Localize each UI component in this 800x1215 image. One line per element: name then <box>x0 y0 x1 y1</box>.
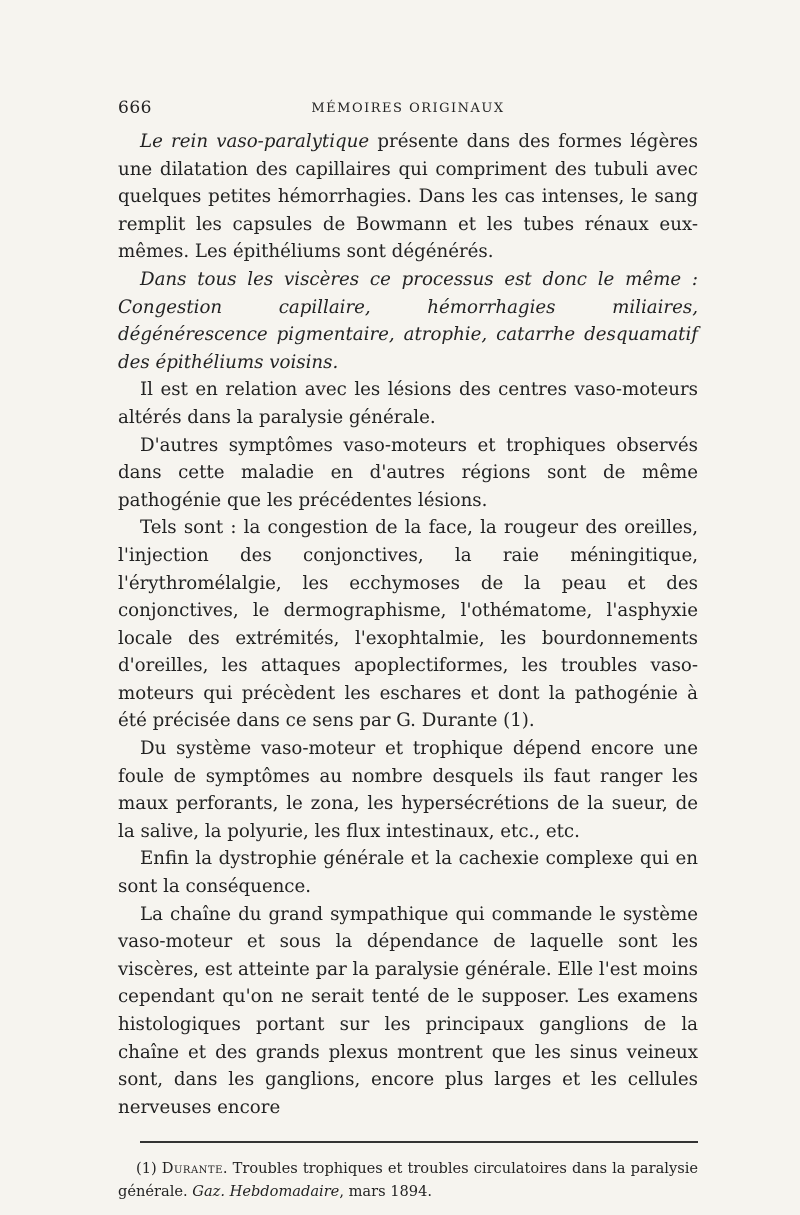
text-segment: . Troubles trophiques et troubles circulatoires dans la paralysie générale. <box>118 1160 699 1201</box>
italic-text: Le rein vaso-paralytique <box>140 131 370 152</box>
paragraph <box>118 901 698 1122</box>
text-segment: Tels sont : la congestion de la face, la rougeur des oreilles, l'injection des conjonctives, la raie méningitique, l'érythromélalgie, les ecchymoses de la peau et des conjonctives, le dermographisme, l'othématome, l'asphyxie locale des extrémités, l'exophtalmie, les bourdonnements d'oreilles, les attaques apoplectiformes, les troubles vaso-moteurs qui précèdent les eschares et dont la pathogénie à été précisée dans ce sens par G. Durante (1). <box>118 517 698 732</box>
paragraph <box>118 735 698 845</box>
paragraph <box>118 376 698 431</box>
text-segment: Durante <box>161 1160 223 1178</box>
paragraph <box>118 514 698 735</box>
footnote-rule <box>140 1141 698 1143</box>
paragraph <box>118 432 698 515</box>
text-segment: (1) <box>136 1160 162 1178</box>
text-segment: Il est en relation avec les lésions des centres vaso-moteurs altérés dans la paralysie générale. <box>118 379 698 428</box>
paragraph <box>118 845 698 900</box>
text-segment: , mars 1894. <box>339 1183 433 1201</box>
text-segment: D'autres symptômes vaso-moteurs et trophiques observés dans cette maladie en d'autres régions sont de même pathogénie que les précédentes lésions. <box>118 434 698 511</box>
paragraph <box>118 266 698 376</box>
body-text <box>118 128 698 1121</box>
text-segment: Enfin la dystrophie générale et la cachexie complexe qui en sont la conséquence. <box>118 848 698 898</box>
text-segment: La chaîne du grand sympathique qui commande le système vaso-moteur et sous la dépendance de laquelle sont les viscères, est atteinte par la paralysie générale. Elle l'est moins cependant qu'on ne serait tenté de le supposer. Les examens histologiques portant sur les principaux ganglions de la chaîne et des grands plexus montrent que les sinus veineux sont, dans les ganglions, encore plus larges et les cellules nerveuses encore <box>118 903 698 1118</box>
text-segment: Du système vaso-moteur et trophique dépend encore une foule de symptômes au nombre desquels ils faut ranger les maux perforants, le zona, les hypersécrétions de la sueur, de la salive, la polyurie, les flux intestinaux, etc., etc. <box>118 738 698 842</box>
text-segment: présente dans des formes légères une dilatation des capillaires qui compriment des tubuli avec quelques petites hémorrhagies. Dans les cas intenses, le sang remplit les capsules de Bowmann et les tubes rénaux eux-mêmes. Les épithéliums sont dégénérés. <box>118 131 698 263</box>
paragraph <box>118 128 698 266</box>
page-header <box>118 98 698 128</box>
italic-text: Gaz. Hebdomadaire <box>192 1183 340 1201</box>
footnote <box>118 1157 698 1203</box>
page-number: 666 <box>118 98 152 118</box>
footnote-separator <box>118 1121 698 1149</box>
running-head: MÉMOIRES ORIGINAUX <box>311 101 505 116</box>
italic-text: Dans tous les viscères ce processus est donc le même : Congestion capillaire, hémorrhagies miliaires, dégénérescence pigmentaire, atrophie, catarrhe desquamatif des épithéliums voisins. <box>118 268 698 373</box>
page <box>118 98 698 1203</box>
